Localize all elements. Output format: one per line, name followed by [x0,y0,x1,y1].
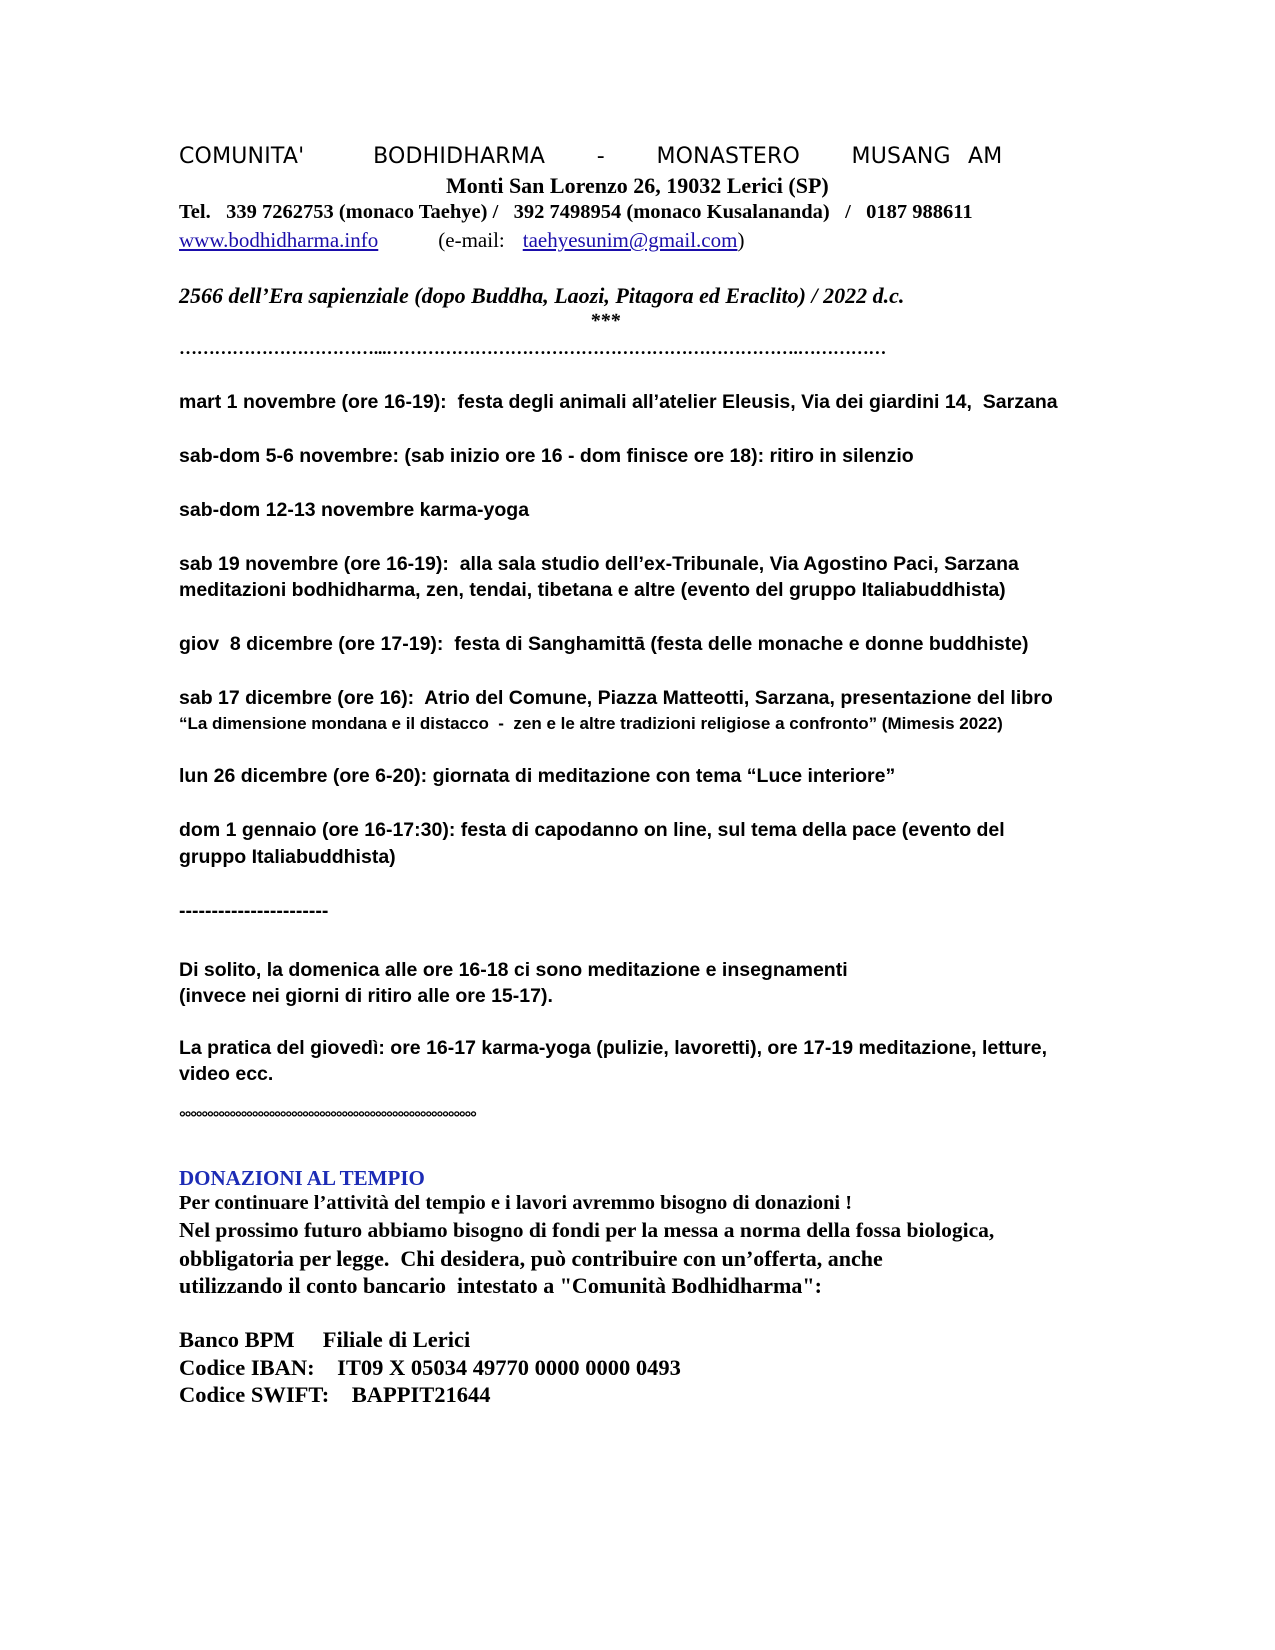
donations-title: DONAZIONI AL TEMPIO [179,1166,425,1190]
dash-separator: ----------------------- [179,900,329,922]
event-item: dom 1 gennaio (ore 16-17:30): festa di capodanno on line, sul tema della pace (evento del [179,819,1005,841]
donations-text: Nel prossimo futuro abbiamo bisogno di fondi per la messa a norma della fossa biologica, [179,1218,995,1242]
note-line: (invece nei giorni di ritiro alle ore 15-17). [179,985,553,1007]
note-line: La pratica del giovedì: ore 16-17 karma-yoga (pulizie, lavoretti), ore 17-19 meditazione, letture, [179,1037,1048,1059]
website-link[interactable]: www.bodhidharma.info [179,228,379,252]
contact-line [179,228,744,253]
event-item: sab 19 novembre (ore 16-19): alla sala studio dell’ex-Tribunale, Via Agostino Paci, Sarzana [179,553,1019,575]
note-line: Di solito, la domenica alle ore 16-18 ci sono meditazione e insegnamenti [179,959,848,981]
event-item: giov 8 dicembre (ore 17-19): festa di Sanghamittā (festa delle monache e donne buddhiste) [179,633,1029,655]
iban-code: Codice IBAN: IT09 X 05034 49770 0000 0000 0493 [179,1355,681,1380]
era-line: 2566 dell’Era sapienziale (dopo Buddha, Laozi, Pitagora ed Eraclito) / 2022 d.c. [179,283,905,308]
event-item: lun 26 dicembre (ore 6-20): giornata di meditazione con tema “Luce interiore” [179,765,896,787]
email-prefix: (e-mail: [438,228,505,252]
address: Monti San Lorenzo 26, 19032 Lerici (SP) [446,173,829,198]
donations-text: utilizzando il conto bancario intestato a "Comunità Bodhidharma": [179,1273,822,1298]
event-item-detail: gruppo Italiabuddhista) [179,846,396,868]
stars-divider: *** [590,310,620,332]
dots-divider: ……………………………...…………………………………………………………….…………… [179,338,887,358]
book-title: “La dimensione mondana e il distacco - zen e le altre tradizioni religiose a confronto” (Mimesis 2022) [179,714,1003,733]
donations-text: obbligatoria per legge. Chi desidera, può contribuire con un’offerta, anche [179,1246,883,1271]
note-line: video ecc. [179,1063,274,1085]
event-item: sab 17 dicembre (ore 16): Atrio del Comune, Piazza Matteotti, Sarzana, presentazione del libro [179,687,1053,709]
email-link[interactable]: taehyesunim@gmail.com [522,228,738,252]
swift-code: Codice SWIFT: BAPPIT21644 [179,1382,491,1407]
email-suffix: ) [737,228,745,252]
org-line: COMUNITA' BODHIDHARMA - MONASTERO MUSANG AM [179,144,1003,169]
event-item: sab-dom 5-6 novembre: (sab inizio ore 16 - dom finisce ore 18): ritiro in silenzio [179,445,914,467]
phones: Tel. 339 7262753 (monaco Taehye) / 392 7498954 (monaco Kusalananda) / 0187 988611 [179,201,973,223]
event-item: mart 1 novembre (ore 16-19): festa degli animali all’atelier Eleusis, Via dei giardini 14, Sarzana [179,391,1058,413]
bank-name: Banco BPM Filiale di Lerici [179,1327,471,1352]
circle-separator: °°°°°°°°°°°°°°°°°°°°°°°°°°°°°°°°°°°°°°°°°°°°°°°°°°°°° [179,1108,476,1127]
event-item-detail: meditazioni bodhidharma, zen, tendai, tibetana e altre (evento del gruppo Italiabuddhista) [179,579,1006,601]
donations-text: Per continuare l’attività del tempio e i lavori avremmo bisogno di donazioni ! [179,1192,853,1214]
event-item: sab-dom 12-13 novembre karma-yoga [179,499,530,521]
